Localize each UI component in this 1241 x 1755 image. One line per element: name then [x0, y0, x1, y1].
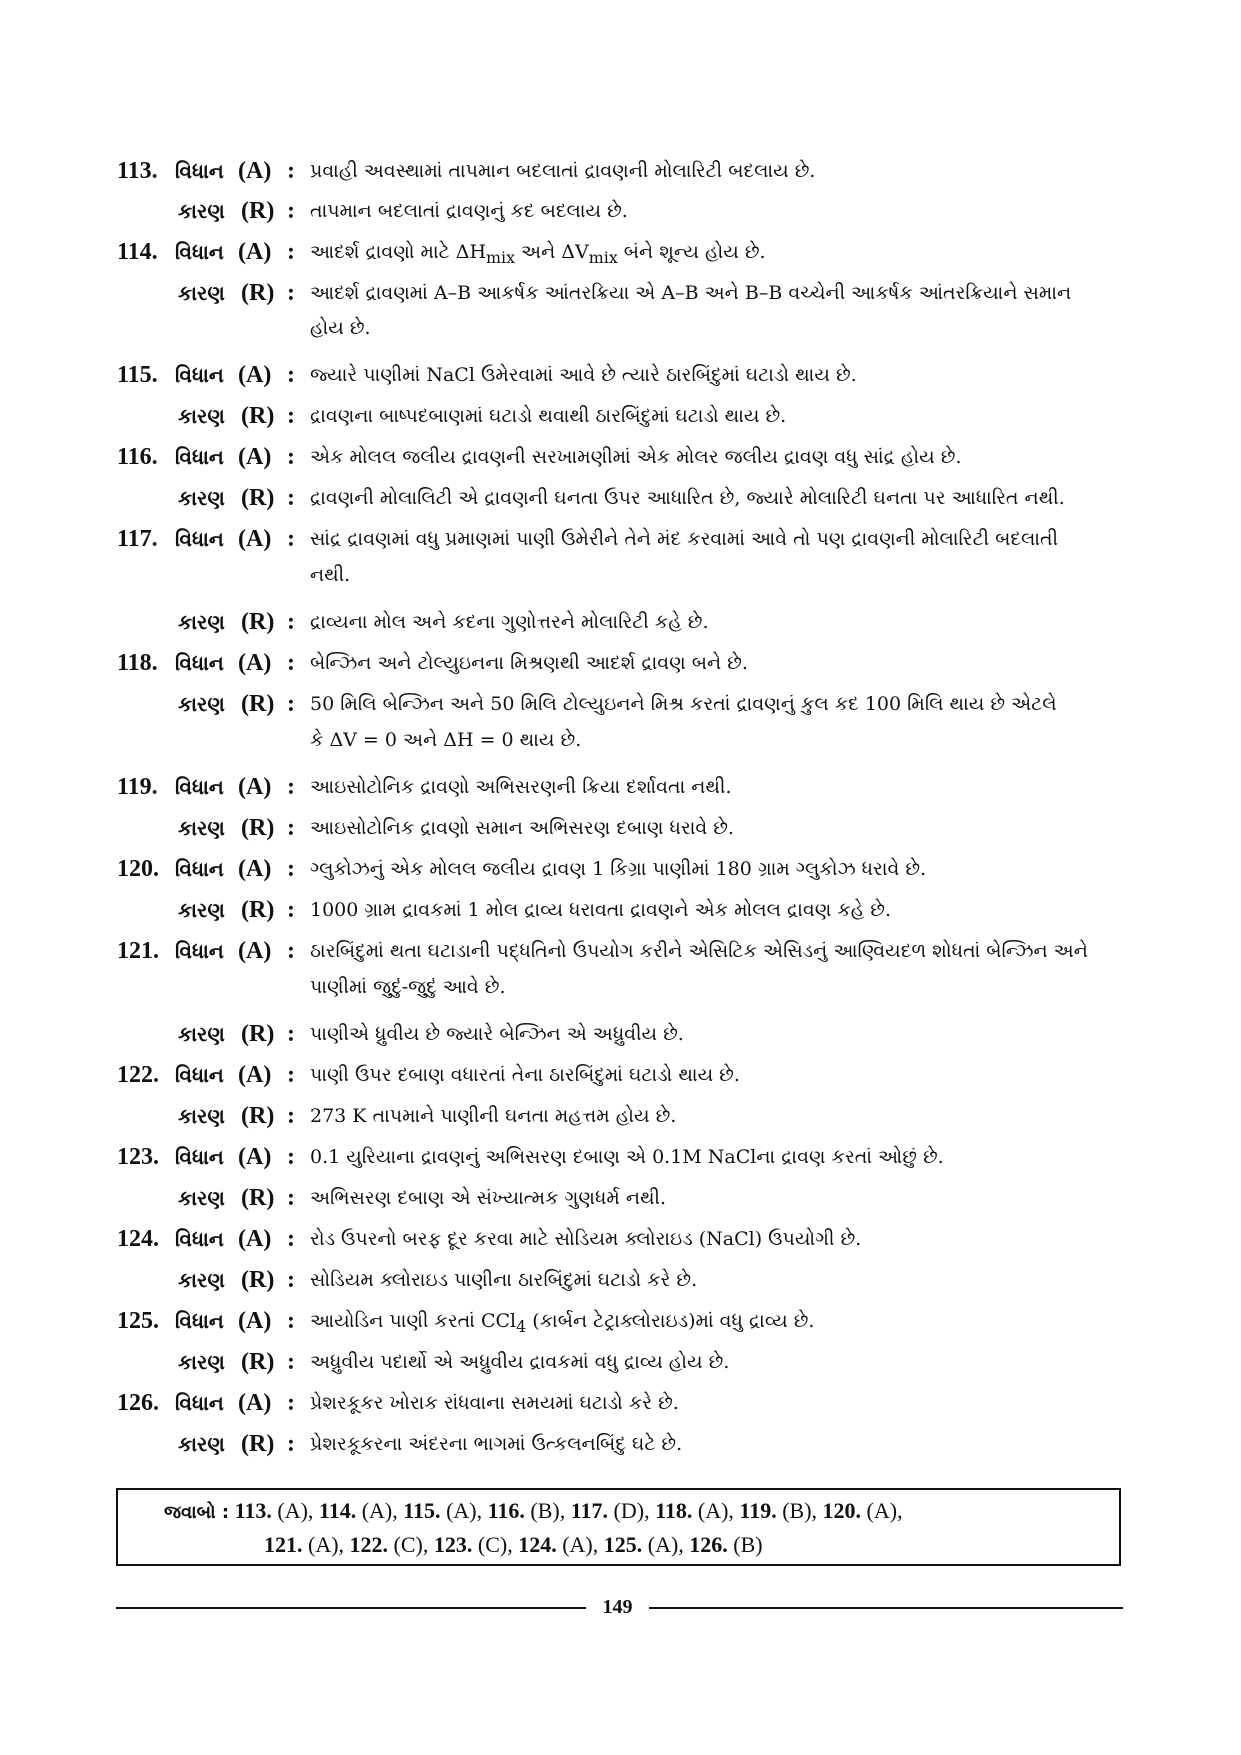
assertion-text: ગ્લુકોઝનું એક મોલલ જલીય દ્રાવણ 1 કિગ્રા પાણીમાં 180 ગ્રામ ગ્લુકોઝ ધરાવે છે. [310, 858, 927, 880]
answer-value: (A), [647, 1532, 684, 1557]
reason-tag: (R) [241, 609, 275, 635]
answer-value: (B) [733, 1532, 763, 1557]
assertion-tag: (A) [238, 856, 272, 882]
question-number: 122. [117, 1062, 159, 1088]
assertion-tag: (A) [238, 1390, 272, 1416]
answer-number: 113. [234, 1498, 272, 1523]
reason-label: કારણ [178, 1350, 225, 1374]
reason-line-119 [0, 807, 1241, 849]
question-number: 116. [117, 444, 158, 470]
reason-label: કારણ [178, 486, 225, 510]
reason-text-continued: હોય છે. [310, 317, 371, 339]
answer-number: 117. [570, 1498, 609, 1523]
assertion-line-123 [0, 1136, 1241, 1178]
assertion-label: વિધાન [175, 1145, 224, 1169]
reason-text: આઇસોટોનિક દ્રાવણો સમાન અભિસરણ દબાણ ધરાવે છે. [310, 817, 734, 839]
colon: : [287, 1390, 295, 1416]
colon: : [287, 1267, 295, 1293]
answer-value: (A), [308, 1532, 345, 1557]
colon: : [287, 1021, 295, 1047]
reason-text: દ્રાવણની મોલાલિટી એ દ્રાવણની ઘનતા ઉપર આધારિત છે, જ્યારે મોલારિટી ઘનતા પર આધારિત નથી. [310, 487, 1065, 509]
reason-label: કારણ [178, 199, 225, 223]
assertion-label: વિધાન [175, 1063, 224, 1087]
reason-text: તાપમાન બદલાતાં દ્રાવણનું કદ બદલાય છે. [310, 200, 628, 222]
answer-number: 126. [689, 1532, 728, 1557]
answer-value: (C), [393, 1532, 429, 1557]
assertion-text: રોડ ઉપરનો બરફ દૂર કરવા માટે સોડિયમ ક્લોરાઇડ (NaCl) ઉપયોગી છે. [310, 1228, 862, 1250]
assertion-tag: (A) [238, 1062, 272, 1088]
reason-label: કારણ [178, 1186, 225, 1210]
reason-tag: (R) [241, 815, 275, 841]
assertion-text: જ્યારે પાણીમાં NaCl ઉમેરવામાં આવે છે ત્યારે ઠારબિંદુમાં ઘટાડો થાય છે. [310, 364, 857, 386]
colon: : [287, 1144, 295, 1170]
assertion-continuation-117 [0, 554, 1241, 596]
colon: : [287, 691, 295, 717]
question-number: 117. [117, 526, 158, 552]
answer-value: (A), [562, 1532, 599, 1557]
subscript: mix [588, 247, 618, 267]
assertion-text: ઠારબિંદુમાં થતા ઘટાડાની પદ્ધતિનો ઉપયોગ કરીને એસિટિક એસિડનું આણ્વિયદળ શોધતાં બેન્ઝિન અને [310, 940, 1088, 962]
reason-text: અભિસરણ દબાણ એ સંખ્યાત્મક ગુણધર્મ નથી. [310, 1187, 667, 1209]
reason-text: પાણીએ ધ્રુવીય છે જ્યારે બેન્ઝિન એ અધ્રુવીય છે. [310, 1023, 684, 1045]
assertion-text-continued: પાણીમાં જુદું-જુદું આવે છે. [310, 976, 506, 998]
assertion-label: વિધાન [175, 1309, 224, 1333]
assertion-line-115 [0, 354, 1241, 396]
reason-line-120 [0, 889, 1241, 931]
reason-line-124 [0, 1259, 1241, 1301]
reason-text: દ્રાવ્યના મોલ અને કદના ગુણોત્તરને મોલારિટી કહે છે. [310, 611, 709, 633]
assertion-text: 0.1 યુરિયાના દ્રાવણનું અભિસરણ દબાણ એ 0.1M NaClના દ્રાવણ કરતાં ઓછું છે. [310, 1146, 944, 1168]
colon: : [287, 815, 295, 841]
reason-label: કારણ [178, 1104, 225, 1128]
reason-label: કારણ [178, 1432, 225, 1456]
assertion-text-part: આદર્શ દ્રાવણો માટે ΔH [310, 241, 487, 263]
assertion-line-114 [0, 231, 1241, 273]
colon: : [287, 856, 295, 882]
reason-tag: (R) [241, 691, 275, 717]
subscript: 4 [516, 1316, 527, 1336]
colon: : [287, 1308, 295, 1334]
question-number: 120. [117, 856, 159, 882]
answer-number: 118. [655, 1498, 693, 1523]
assertion-text: પ્રેશરકૂકર ખોરાક રાંધવાના સમયમાં ઘટાડો કરે છે. [310, 1392, 679, 1414]
assertion-line-122 [0, 1054, 1241, 1096]
question-number: 126. [117, 1390, 159, 1416]
assertion-tag: (A) [238, 650, 272, 676]
colon: : [287, 1431, 295, 1457]
assertion-label: વિધાન [175, 445, 224, 469]
colon: : [287, 198, 295, 224]
assertion-label: વિધાન [175, 651, 224, 675]
answer-value: (C), [477, 1532, 513, 1557]
assertion-label: વિધાન [175, 363, 224, 387]
assertion-text-part: અને ΔV [515, 241, 589, 263]
answer-number: 119. [739, 1498, 777, 1523]
reason-line-121 [0, 1013, 1241, 1055]
reason-tag: (R) [241, 280, 275, 306]
answer-number: 121. [264, 1532, 303, 1557]
assertion-line-119 [0, 766, 1241, 808]
reason-text: 1000 ગ્રામ દ્રાવકમાં 1 મોલ દ્રાવ્ય ધરાવતા દ્રાવણને એક મોલલ દ્રાવણ કહે છે. [310, 899, 892, 921]
colon: : [287, 403, 295, 429]
assertion-tag: (A) [238, 1308, 272, 1334]
reason-label: કારણ [178, 610, 225, 634]
assertion-text-part: (કાર્બન ટેટ્રાક્લોરાઇડ)માં વધુ દ્રાવ્ય છે. [526, 1310, 815, 1332]
colon: : [287, 526, 295, 552]
reason-tag: (R) [241, 1185, 275, 1211]
reason-continuation-118 [0, 719, 1241, 761]
assertion-tag: (A) [238, 158, 272, 184]
reason-text: અધ્રુવીય પદાર્થો એ અધ્રુવીય દ્રાવકમાં વધુ દ્રાવ્ય હોય છે. [310, 1351, 730, 1373]
reason-line-126 [0, 1423, 1241, 1465]
page-number: 149 [602, 1596, 633, 1618]
question-number: 118. [117, 650, 158, 676]
assertion-label: વિધાન [175, 775, 224, 799]
colon: : [287, 362, 295, 388]
question-number: 119. [117, 774, 158, 800]
reason-tag: (R) [241, 1267, 275, 1293]
colon: : [287, 1349, 295, 1375]
colon: : [287, 609, 295, 635]
assertion-text-continued: નથી. [310, 564, 351, 586]
answer-number: 124. [518, 1532, 557, 1557]
question-number: 123. [117, 1144, 159, 1170]
assertion-label: વિધાન [175, 1227, 224, 1251]
question-number: 115. [117, 362, 158, 388]
colon: : [287, 485, 295, 511]
question-number: 113. [117, 158, 158, 184]
answer-number: 116. [487, 1498, 525, 1523]
answer-number: 114. [318, 1498, 357, 1523]
assertion-label: વિધાન [175, 159, 224, 183]
colon: : [287, 158, 295, 184]
reason-text-continued: કે ΔV = 0 અને ΔH = 0 થાય છે. [310, 729, 582, 751]
colon: : [287, 280, 295, 306]
colon: : [287, 1062, 295, 1088]
reason-label: કારણ [178, 1268, 225, 1292]
reason-line-123 [0, 1177, 1241, 1219]
answer-line-1 [164, 1494, 903, 1530]
reason-label: કારણ [178, 1022, 225, 1046]
assertion-tag: (A) [238, 362, 272, 388]
reason-text: દ્રાવણના બાષ્પદબાણમાં ઘટાડો થવાથી ઠારબિંદુમાં ઘટાડો થાય છે. [310, 405, 787, 427]
reason-tag: (R) [241, 403, 275, 429]
assertion-text: પાણી ઉપર દબાણ વધારતાં તેના ઠારબિંદુમાં ઘટાડો થાય છે. [310, 1064, 740, 1086]
answer-number: 120. [822, 1498, 862, 1523]
assertion-tag: (A) [238, 526, 272, 552]
reason-tag: (R) [241, 1021, 275, 1047]
colon: : [287, 774, 295, 800]
question-number: 125. [117, 1308, 159, 1334]
answer-key-label: જવાબો : [164, 1502, 230, 1523]
reason-line-117 [0, 601, 1241, 643]
assertion-tag: (A) [238, 1226, 272, 1252]
reason-text: પ્રેશરકૂકરના અંદરના ભાગમાં ઉત્કલનબિંદુ ઘટે છે. [310, 1433, 683, 1455]
reason-continuation-114 [0, 307, 1241, 349]
answer-value: (B), [530, 1498, 566, 1523]
assertion-continuation-121 [0, 966, 1241, 1008]
reason-text: 50 મિલિ બેન્ઝિન અને 50 મિલિ ટોલ્યુઇનને મિશ્ર કરતાં દ્રાવણનું કુલ કદ 100 મિલિ થાય છે એટલે [310, 693, 1057, 715]
assertion-label: વિધાન [175, 527, 224, 551]
reason-line-115 [0, 395, 1241, 437]
answer-value: (A), [866, 1498, 903, 1523]
footer-rule-right [649, 1607, 1123, 1609]
reason-line-116 [0, 477, 1241, 519]
colon: : [287, 650, 295, 676]
assertion-tag: (A) [238, 1144, 272, 1170]
assertion-label: વિધાન [175, 240, 224, 264]
colon: : [287, 938, 295, 964]
assertion-tag: (A) [238, 774, 272, 800]
colon: : [287, 444, 295, 470]
reason-text: 273 K તાપમાને પાણીની ઘનતા મહત્તમ હોય છે. [310, 1105, 677, 1127]
answer-value: (A), [361, 1498, 398, 1523]
assertion-line-125 [0, 1300, 1241, 1342]
assertion-text: બેન્ઝિન અને ટોલ્યુઇનના મિશ્રણથી આદર્શ દ્રાવણ બને છે. [310, 652, 748, 674]
assertion-line-120 [0, 848, 1241, 890]
reason-line-125 [0, 1341, 1241, 1383]
colon: : [287, 1226, 295, 1252]
answer-number: 125. [603, 1532, 643, 1557]
assertion-tag: (A) [238, 444, 272, 470]
assertion-text-part: આયોડિન પાણી કરતાં CCl [310, 1310, 517, 1332]
assertion-line-113 [0, 150, 1241, 192]
answer-value: (D), [613, 1498, 650, 1523]
assertion-text-part: બંને શૂન્ય હોય છે. [617, 241, 766, 263]
reason-label: કારણ [178, 281, 225, 305]
assertion-label: વિધાન [175, 1391, 224, 1415]
question-number: 121. [117, 938, 159, 964]
colon: : [287, 897, 295, 923]
reason-tag: (R) [241, 1431, 275, 1457]
answer-number: 115. [403, 1498, 441, 1523]
assertion-text: એક મોલલ જલીય દ્રાવણની સરખામણીમાં એક મોલર જલીય દ્રાવણ વધુ સાંદ્ર હોય છે. [310, 446, 962, 468]
reason-tag: (R) [241, 1103, 275, 1129]
reason-line-122 [0, 1095, 1241, 1137]
colon: : [287, 1103, 295, 1129]
reason-label: કારણ [178, 404, 225, 428]
reason-tag: (R) [241, 198, 275, 224]
reason-text: સોડિયમ ક્લોરાઇડ પાણીના ઠારબિંદુમાં ઘટાડો કરે છે. [310, 1269, 698, 1291]
assertion-text: પ્રવાહી અવસ્થામાં તાપમાન બદલાતાં દ્રાવણની મોલારિટી બદલાય છે. [310, 160, 816, 182]
assertion-tag: (A) [238, 938, 272, 964]
assertion-label: વિધાન [175, 939, 224, 963]
reason-text: આદર્શ દ્રાવણમાં A–B આકર્ષક આંતરક્રિયા એ A–B અને B–B વચ્ચેની આકર્ષક આંતરક્રિયાને સમાન [310, 282, 1072, 304]
assertion-text: સાંદ્ર દ્રાવણમાં વધુ પ્રમાણમાં પાણી ઉમેરીને તેને મંદ કરવામાં આવે તો પણ દ્રાવણની મોલારિટી બદલાતી [310, 528, 1059, 550]
assertion-line-126 [0, 1382, 1241, 1424]
colon: : [287, 1185, 295, 1211]
answer-value: (A), [697, 1498, 734, 1523]
reason-tag: (R) [241, 1349, 275, 1375]
answer-value: (A), [277, 1498, 314, 1523]
question-number: 114. [117, 239, 158, 265]
assertion-text: આઇસોટોનિક દ્રાવણો અભિસરણની ક્રિયા દર્શાવતા નથી. [310, 776, 732, 798]
reason-line-113 [0, 190, 1241, 232]
reason-label: કારણ [178, 692, 225, 716]
question-number: 124. [117, 1226, 159, 1252]
assertion-tag: (A) [238, 239, 272, 265]
answer-value: (B), [782, 1498, 818, 1523]
assertion-line-116 [0, 436, 1241, 478]
colon: : [287, 239, 295, 265]
subscript: mix [486, 247, 516, 267]
assertion-label: વિધાન [175, 857, 224, 881]
footer-rule-left [116, 1607, 586, 1609]
answer-key-box [116, 1488, 1121, 1566]
assertion-line-124 [0, 1218, 1241, 1260]
reason-label: કારણ [178, 816, 225, 840]
answer-number: 122. [349, 1532, 389, 1557]
answer-value: (A), [446, 1498, 483, 1523]
reason-label: કારણ [178, 898, 225, 922]
reason-tag: (R) [241, 485, 275, 511]
answer-number: 123. [433, 1532, 473, 1557]
reason-tag: (R) [241, 897, 275, 923]
assertion-line-118 [0, 642, 1241, 684]
answer-line-2 [264, 1528, 763, 1562]
